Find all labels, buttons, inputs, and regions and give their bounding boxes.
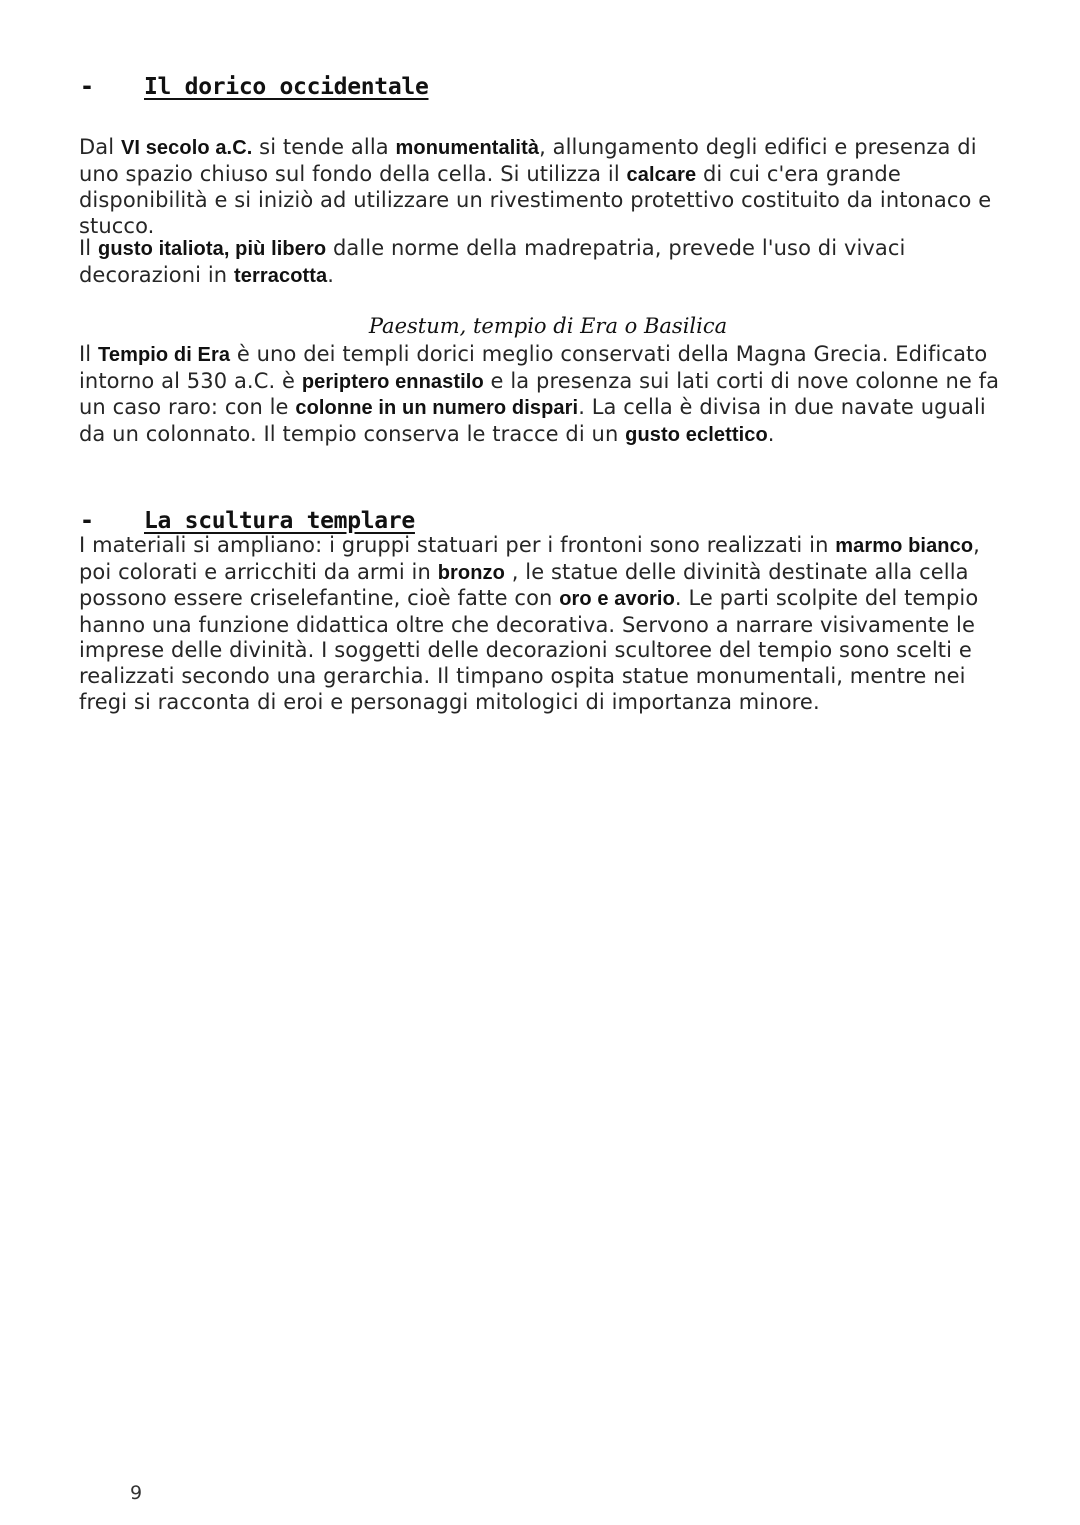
heading-text: La scultura templare xyxy=(144,508,415,534)
bold-term: Tempio di Era xyxy=(98,344,231,366)
text-run: I materiali si ampliano: i gruppi statuari per i frontoni sono realizzati in xyxy=(79,533,836,557)
page-number: 9 xyxy=(130,1482,143,1504)
bold-term: gusto italiota, più libero xyxy=(98,238,327,260)
text-run: , poi colorati e arricchiti da armi in xyxy=(79,533,980,584)
text-run: . La cella è divisa in due navate uguali da un colonnato. Il tempio conserva le tracce di un xyxy=(79,395,986,446)
paragraph-tempio-di-era xyxy=(79,342,1009,448)
bold-term: terracotta xyxy=(234,264,328,287)
text-run: , le statue delle divinità destinate alla cella possono essere criselefantine, cioè fatte con xyxy=(79,559,969,611)
subtitle-paestum: Paestum, tempio di Era o Basilica xyxy=(368,314,728,338)
section-heading-dorico xyxy=(82,66,429,100)
bold-term: gusto eclettico xyxy=(625,423,768,446)
text-run: Dal xyxy=(79,135,121,159)
bold-term: oro e avorio xyxy=(559,588,675,611)
heading-text: Il dorico occidentale xyxy=(144,74,429,100)
text-run: di cui c'era grande disponibilità e si iniziò ad utilizzare un rivestimento protettivo costituito da intonaco e stucco. xyxy=(79,161,992,238)
bold-term: marmo bianco xyxy=(835,535,974,557)
heading-bullet-dash: - xyxy=(82,72,92,100)
bold-term: periptero ennastilo xyxy=(301,370,484,393)
bold-term: VI secolo a.C. xyxy=(120,137,253,159)
bold-term: colonne in un numero dispari xyxy=(295,397,579,420)
section-heading-scultura xyxy=(82,500,415,534)
bold-term: monumentalità xyxy=(395,137,540,159)
text-run: e la presenza sui lati corti di nove colonne ne fa un caso raro: con le xyxy=(79,368,1000,420)
text-run: . xyxy=(327,262,335,287)
text-run: , allungamento degli edifici e presenza di uno spazio chiuso sul fondo della cella. Si utilizza il xyxy=(79,135,977,186)
bold-term: bronzo xyxy=(437,561,505,584)
paragraph-scultura-templare xyxy=(79,533,1009,715)
text-run: si tende alla xyxy=(252,135,396,159)
text-run: dalle norme della madrepatria, prevede l'uso di vivaci decorazioni in xyxy=(79,236,906,287)
text-run: Il xyxy=(79,236,99,260)
heading-bullet-dash: - xyxy=(82,506,92,534)
paragraph-gusto-italiota xyxy=(79,236,1009,289)
text-run: Il xyxy=(79,342,99,366)
text-run: è uno dei templi dorici meglio conservati della Magna Grecia. Edificato intorno al 530 a.C. è xyxy=(79,342,988,393)
text-run: . xyxy=(767,421,775,446)
text-run: . Le parti scolpite del tempio hanno una funzione didattica oltre che decorativa. Servono a narrare visivamente le imprese delle divinità. I soggetti delle decorazioni scultoree del tempio sono scelti e realizzati secondo una gerarchia. Il timpano ospita statue monumentali, mentre nei fregi si racconta di eroi e personaggi mitologici di importanza minore. xyxy=(79,586,979,714)
bold-term: calcare xyxy=(626,163,697,186)
paragraph-dorico-intro xyxy=(79,135,1009,239)
